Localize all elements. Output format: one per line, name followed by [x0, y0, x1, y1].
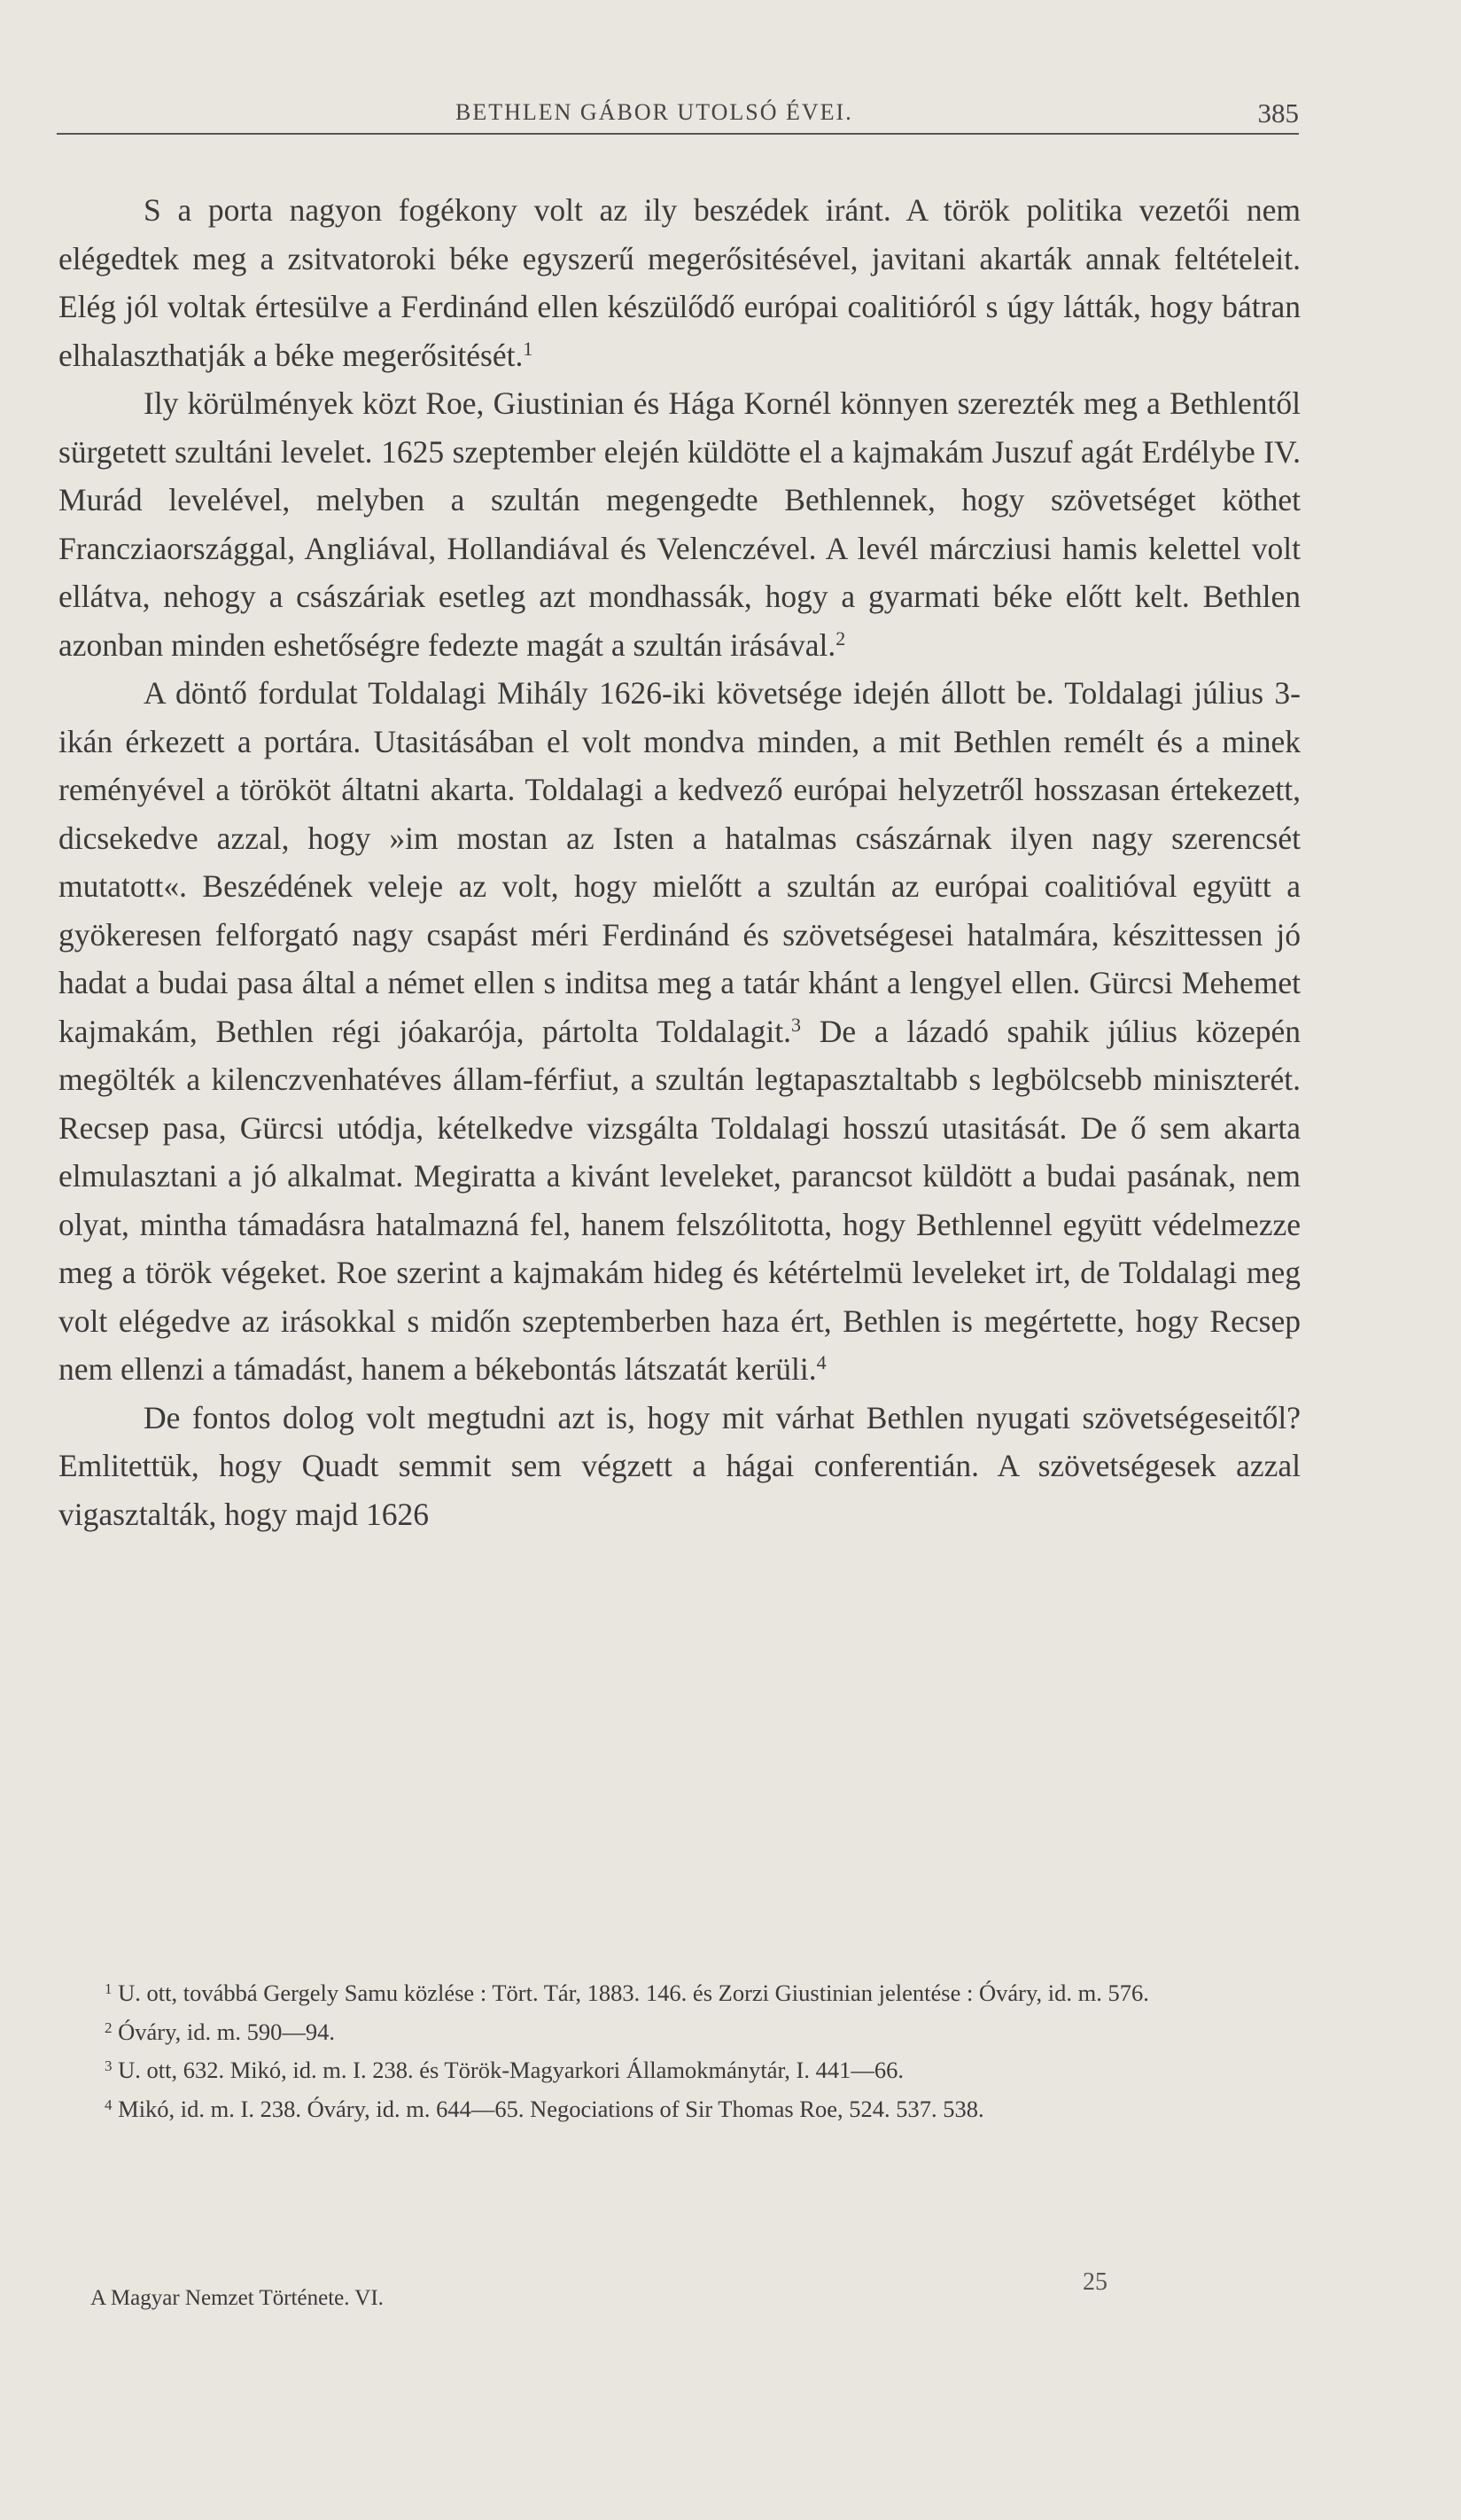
running-title: BETHLEN GÁBOR UTOLSÓ ÉVEI.	[455, 99, 853, 125]
paragraph-text: De fontos dolog volt megtudni azt is, hogy mit várhat Bethlen nyugati szövetségeseitől? Emlitettük, hogy Quadt semmit sem végzett a hágai conferentián. A szövetségesek azzal vigasztalták, hogy majd 1626	[58, 1399, 1301, 1532]
footnote-text: Óváry, id. m. 590—94.	[118, 2018, 335, 2045]
footnotes	[55, 1974, 1299, 2128]
footnote-number: 3	[105, 2057, 113, 2074]
paragraph-3	[58, 669, 1301, 1394]
footnote-4	[55, 2090, 1299, 2129]
footnote-text: U. ott, 632. Mikó, id. m. I. 238. és Török-Magyarkori Államokmánytár, I. 441—66.	[118, 2057, 904, 2083]
footnote-number: 4	[105, 2096, 113, 2113]
footnote-ref-2: 2	[835, 626, 846, 649]
footnote-ref-3: 3	[791, 1013, 801, 1036]
footnote-number: 2	[105, 2018, 113, 2036]
paragraph-text: A döntő fordulat Toldalagi Mihály 1626-iki követsége idején állott be. Toldalagi július 3-ikán érkezett a portára. Utasitásában el volt mondva minden, a mit Bethlen remélt és a minek reményével a törököt áltatni akarta. Toldalagi a kedvező európai helyzetről hosszasan értekezett, dicsekedve azzal, hogy »im mostan az Isten a hatalmas császárnak ilyen nagy szerencsét mutatott«. Beszédének veleje az volt, hogy mielőtt a szultán az európai coalitióval együtt a gyökeresen felforgató nagy csapást méri Ferdinánd és szövetségesei hatalmára, készittessen jó hadat a budai pasa által a német ellen s inditsa meg a tatár khánt a lengyel ellen. Gürcsi Mehemet kajmakám, Bethlen régi jóakarója, pártolta Toldalagit.	[58, 675, 1301, 1049]
paragraph-text: Ily körülmények közt Roe, Giustinian és Hága Kornél könnyen szerezték meg a Bethlentől sürgetett szultáni levelet. 1625 szeptember elején küldötte el a kajmakám Juszuf agát Erdélybe IV. Murád levelével, melyben a szultán megengedte Bethlennek, hogy szövetséget köthet Francziaországgal, Angliával, Hollandiával és Velenczével. A levél márcziusi hamis kelettel volt ellátva, nehogy a császáriak esetleg azt mondhassák, hogy a gyarmati béke előtt kelt. Bethlen azonban minden eshetőségre fedezte magát a szultán irásával.	[58, 385, 1301, 663]
footnote-text: Mikó, id. m. I. 238. Óváry, id. m. 644—65. Negociations of Sir Thomas Roe, 524. 537. 538.	[118, 2095, 984, 2122]
paragraph-text-continued: De a lázadó spahik július közepén megölték a kilenczvenhatéves állam-férfiut, a szultán legtapasztaltabb s legbölcsebb miniszterét. Recsep pasa, Gürcsi utódja, kételkedve vizsgálta Toldalagi hosszú utasitását. De ő sem akarta elmulasztani a jó alkalmat. Megiratta a kivánt leveleket, parancsot küldött a budai pasának, nem olyat, mintha támadásra hatalmazná fel, hanem felszólitotta, hogy Bethlennel együtt védelmezze meg a török végeket. Roe szerint a kajmakám hideg és kétértelmü leveleket irt, de Toldalagi meg volt elégedve az irásokkal s midőn szeptemberben haza ért, Bethlen is megértette, hogy Recsep nem ellenzi a támadást, hanem a békebontás látszatát kerüli.	[58, 1013, 1301, 1387]
main-text	[58, 186, 1301, 1538]
paragraph-1	[58, 186, 1301, 379]
paragraph-2	[58, 379, 1301, 669]
signature-mark: 25	[1083, 2268, 1107, 2296]
page-header	[57, 94, 1299, 136]
page-number: 385	[1257, 97, 1299, 128]
header-rule	[57, 133, 1299, 135]
paragraph-text: S a porta nagyon fogékony volt az ily beszédek iránt. A török politika vezetői nem elégedtek meg a zsitvatoroki béke egyszerű megerősitésével, javitani akarták annak feltételeit. Elég jól voltak értesülve a Ferdinánd ellen készülődő európai coalitióról s úgy látták, hogy bátran elhalaszthatják a béke megerősitését.	[58, 192, 1301, 373]
footnote-2	[55, 2013, 1299, 2052]
book-signature: A Magyar Nemzet Története. VI.	[90, 2286, 384, 2310]
footnote-ref-4: 4	[816, 1351, 827, 1373]
footnote-3	[55, 2051, 1299, 2090]
paragraph-4	[58, 1394, 1301, 1539]
footnote-1	[55, 1974, 1299, 2013]
footnote-text: U. ott, továbbá Gergely Samu közlése : Tört. Tár, 1883. 146. és Zorzi Giustinian jelentése : Óváry, id. m. 576.	[118, 1979, 1149, 2006]
footnote-number: 1	[105, 1980, 113, 1997]
footnote-ref-1: 1	[523, 337, 533, 360]
